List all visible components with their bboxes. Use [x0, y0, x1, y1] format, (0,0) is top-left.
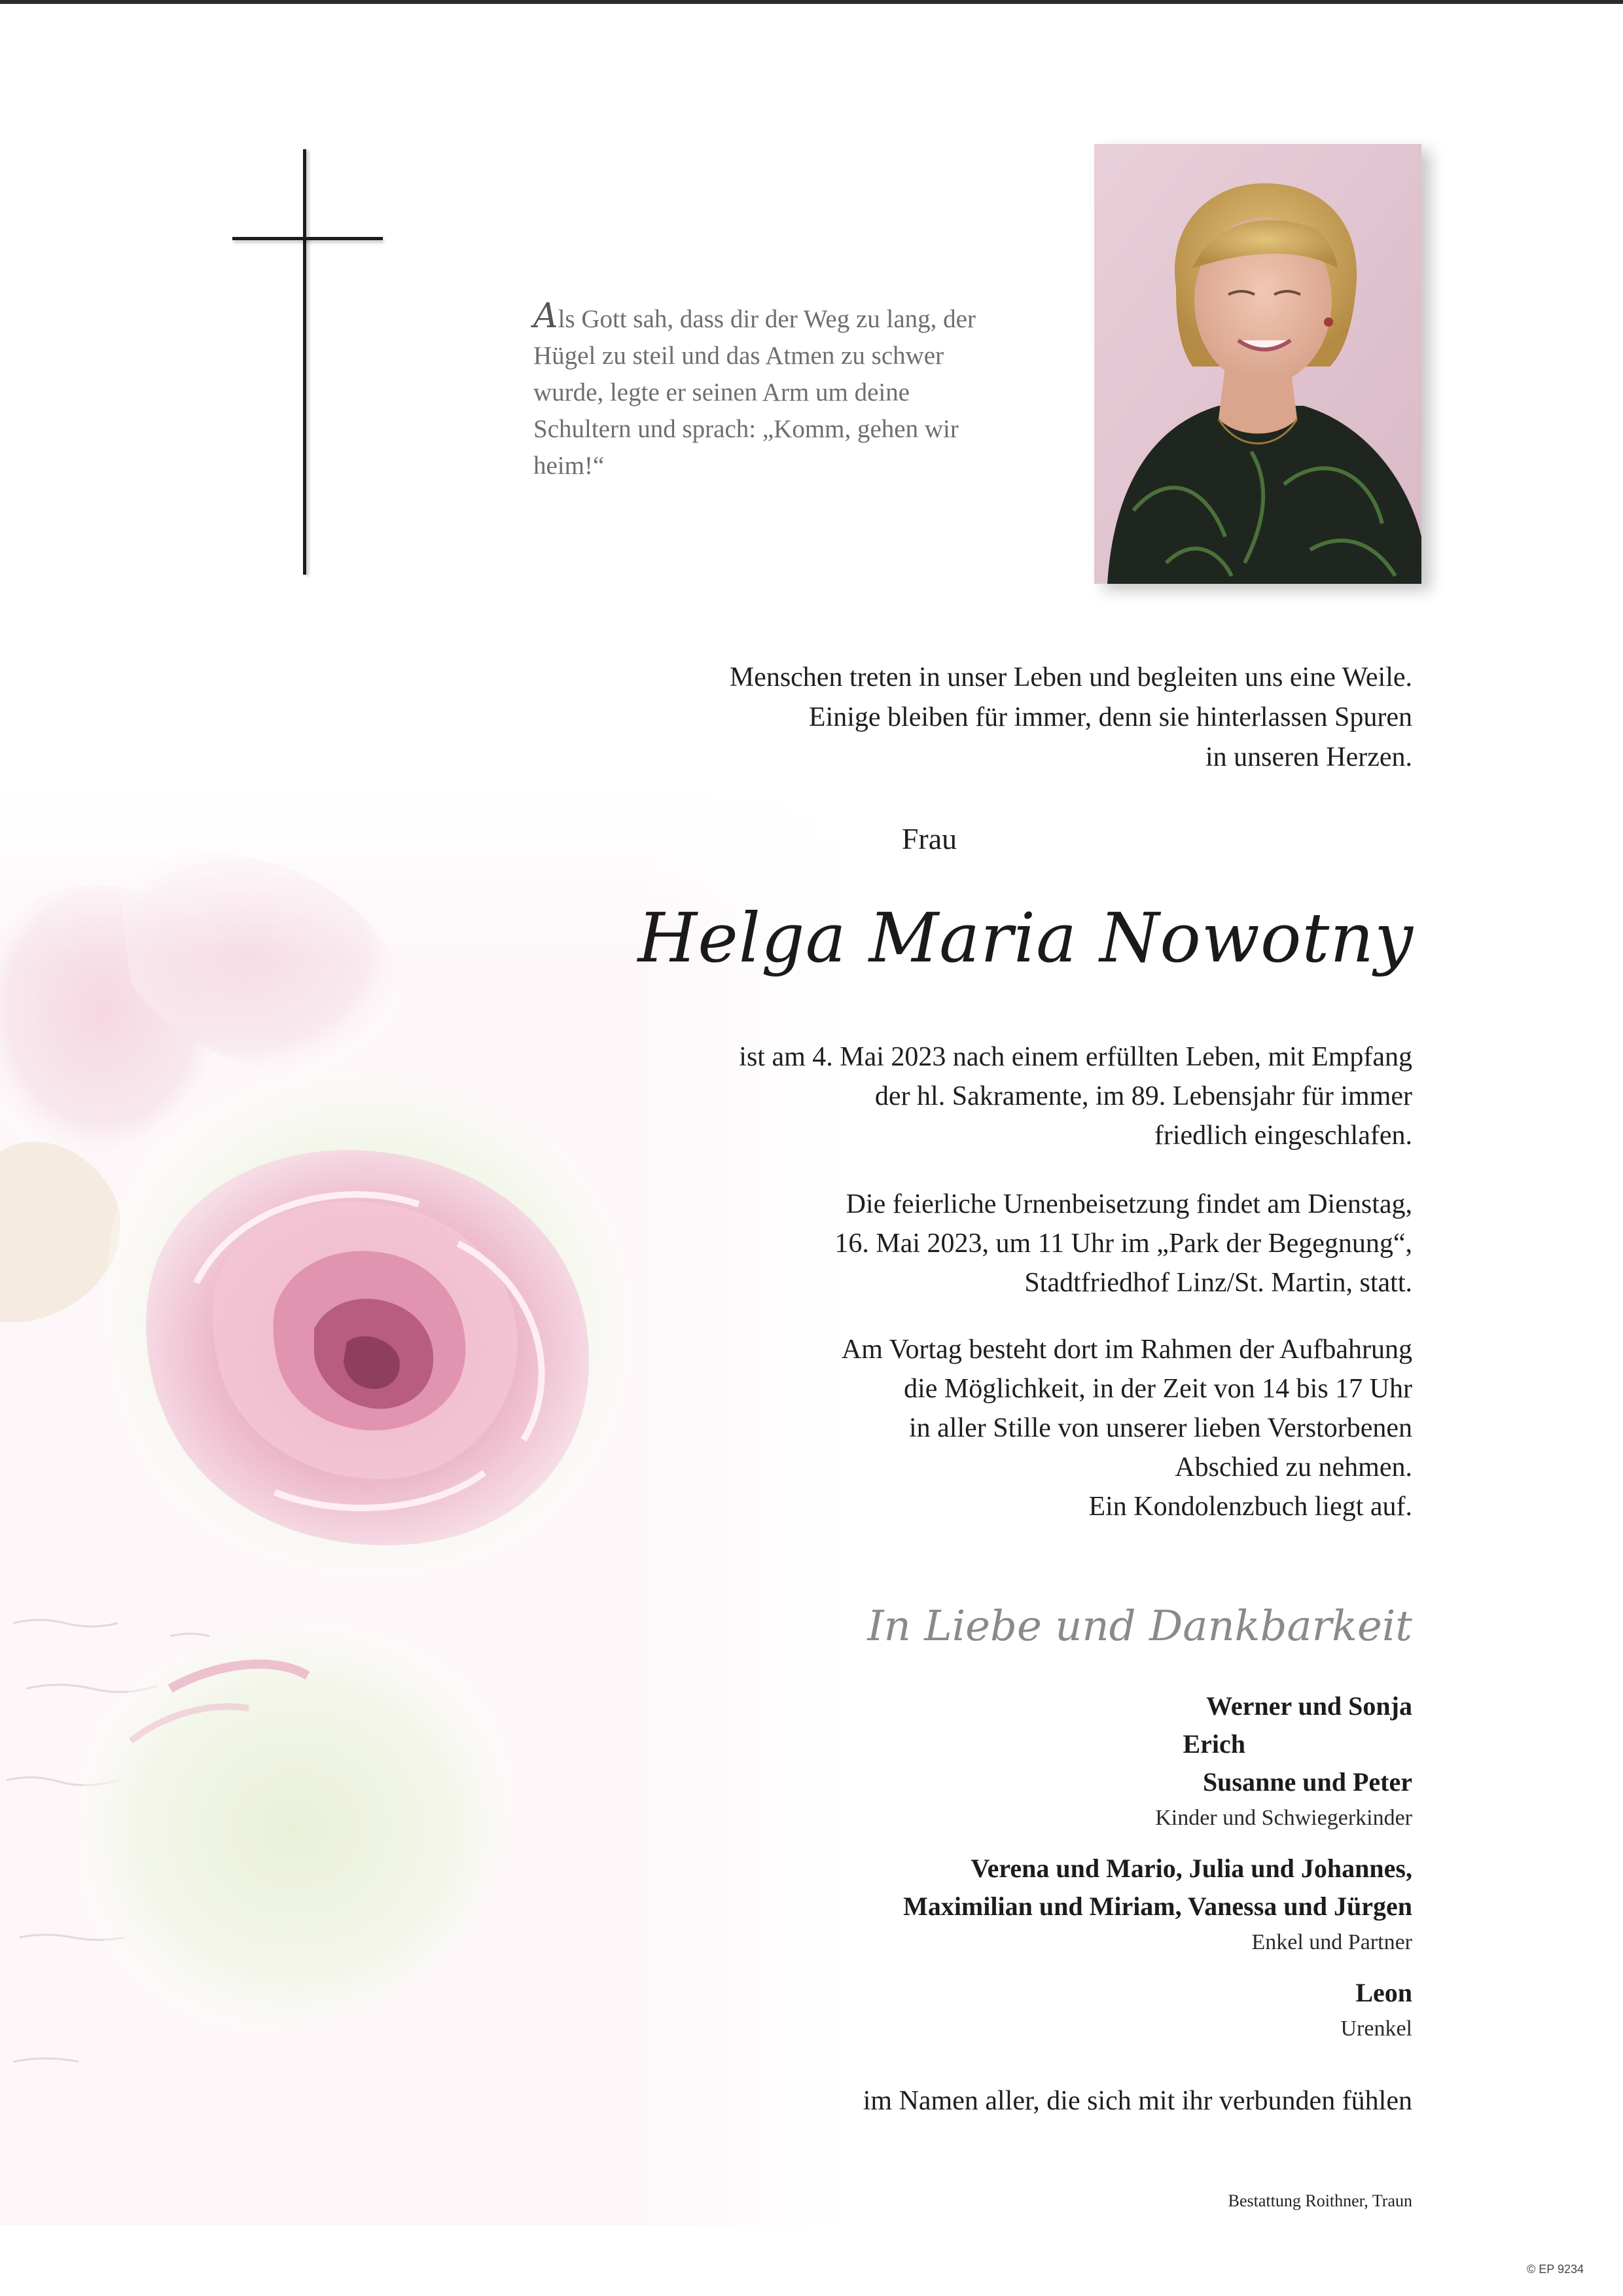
- cross-icon: [232, 149, 389, 575]
- mourner-name: Susanne und Peter: [1202, 1767, 1412, 1797]
- viewing-line: in aller Stille von unserer lieben Verstorbenen: [908, 1413, 1412, 1443]
- relation-label: Urenkel: [1340, 2017, 1412, 2041]
- mourner-name: Verena und Mario, Julia und Johannes,: [971, 1854, 1412, 1883]
- viewing-line: Abschied zu nehmen.: [1175, 1452, 1412, 1482]
- salutation: Frau: [901, 822, 957, 855]
- verse-text: ls Gott sah, dass dir der Weg zu lang, der Hügel zu steil und das Atmen zu schwer wurde, legte er seinen Arm um deine Schultern und sprach: „Komm, gehen wir heim!“: [533, 305, 976, 480]
- mourner-name: Leon: [1355, 1978, 1412, 2007]
- death-announcement: [537, 1037, 1412, 1155]
- viewing-details: [537, 1330, 1412, 1526]
- copyright-notice: © EP 9234: [1527, 2263, 1584, 2276]
- viewing-line: Ein Kondolenzbuch liegt auf.: [1088, 1492, 1412, 1522]
- relation-label: Enkel und Partner: [1251, 1930, 1412, 1954]
- announcement-line: der hl. Sakramente, im 89. Lebensjahr für immer: [874, 1081, 1412, 1111]
- verse-initial: A: [533, 296, 558, 336]
- mourner-name: Maximilian und Miriam, Vanessa und Jürgen: [903, 1892, 1412, 1921]
- mourner-name: Erich: [1183, 1729, 1245, 1759]
- signoff-text: im Namen aller, die sich mit ihr verbunden fühlen: [863, 2086, 1412, 2116]
- funeral-details: [537, 1185, 1412, 1302]
- motto-text: [458, 658, 1412, 778]
- deceased-name: Helga Maria Nowotny: [637, 898, 1414, 978]
- announcement-line: friedlich eingeschlafen.: [1154, 1121, 1412, 1151]
- viewing-line: die Möglichkeit, in der Zeit von 14 bis 17 Uhr: [904, 1374, 1412, 1404]
- announcement-line: ist am 4. Mai 2023 nach einem erfüllten Leben, mit Empfang: [739, 1042, 1412, 1072]
- funeral-line: Die feierliche Urnenbeisetzung findet am Dienstag,: [846, 1189, 1412, 1219]
- viewing-line: Am Vortag besteht dort im Rahmen der Aufbahrung: [841, 1335, 1412, 1365]
- mourners-list: [654, 1687, 1412, 2046]
- funeral-line: 16. Mai 2023, um 11 Uhr im „Park der Begegnung“,: [834, 1229, 1412, 1259]
- portrait-photo: [1094, 144, 1421, 584]
- motto-line: Menschen treten in unser Leben und begleiten uns eine Weile.: [729, 662, 1412, 692]
- motto-line: in unseren Herzen.: [1205, 742, 1412, 772]
- verse-quote: [533, 298, 1005, 484]
- mourner-name: Werner und Sonja: [1206, 1691, 1412, 1721]
- motto-line: Einige bleiben für immer, denn sie hinterlassen Spuren: [808, 702, 1412, 732]
- relation-label: Kinder und Schwiegerkinder: [1155, 1806, 1412, 1830]
- top-border-rule: [0, 0, 1623, 4]
- closing-phrase: In Liebe und Dankbarkeit: [867, 1602, 1412, 1651]
- undertaker-credit: Bestattung Roithner, Traun: [1228, 2191, 1412, 2210]
- funeral-line: Stadtfriedhof Linz/St. Martin, statt.: [1024, 1268, 1412, 1298]
